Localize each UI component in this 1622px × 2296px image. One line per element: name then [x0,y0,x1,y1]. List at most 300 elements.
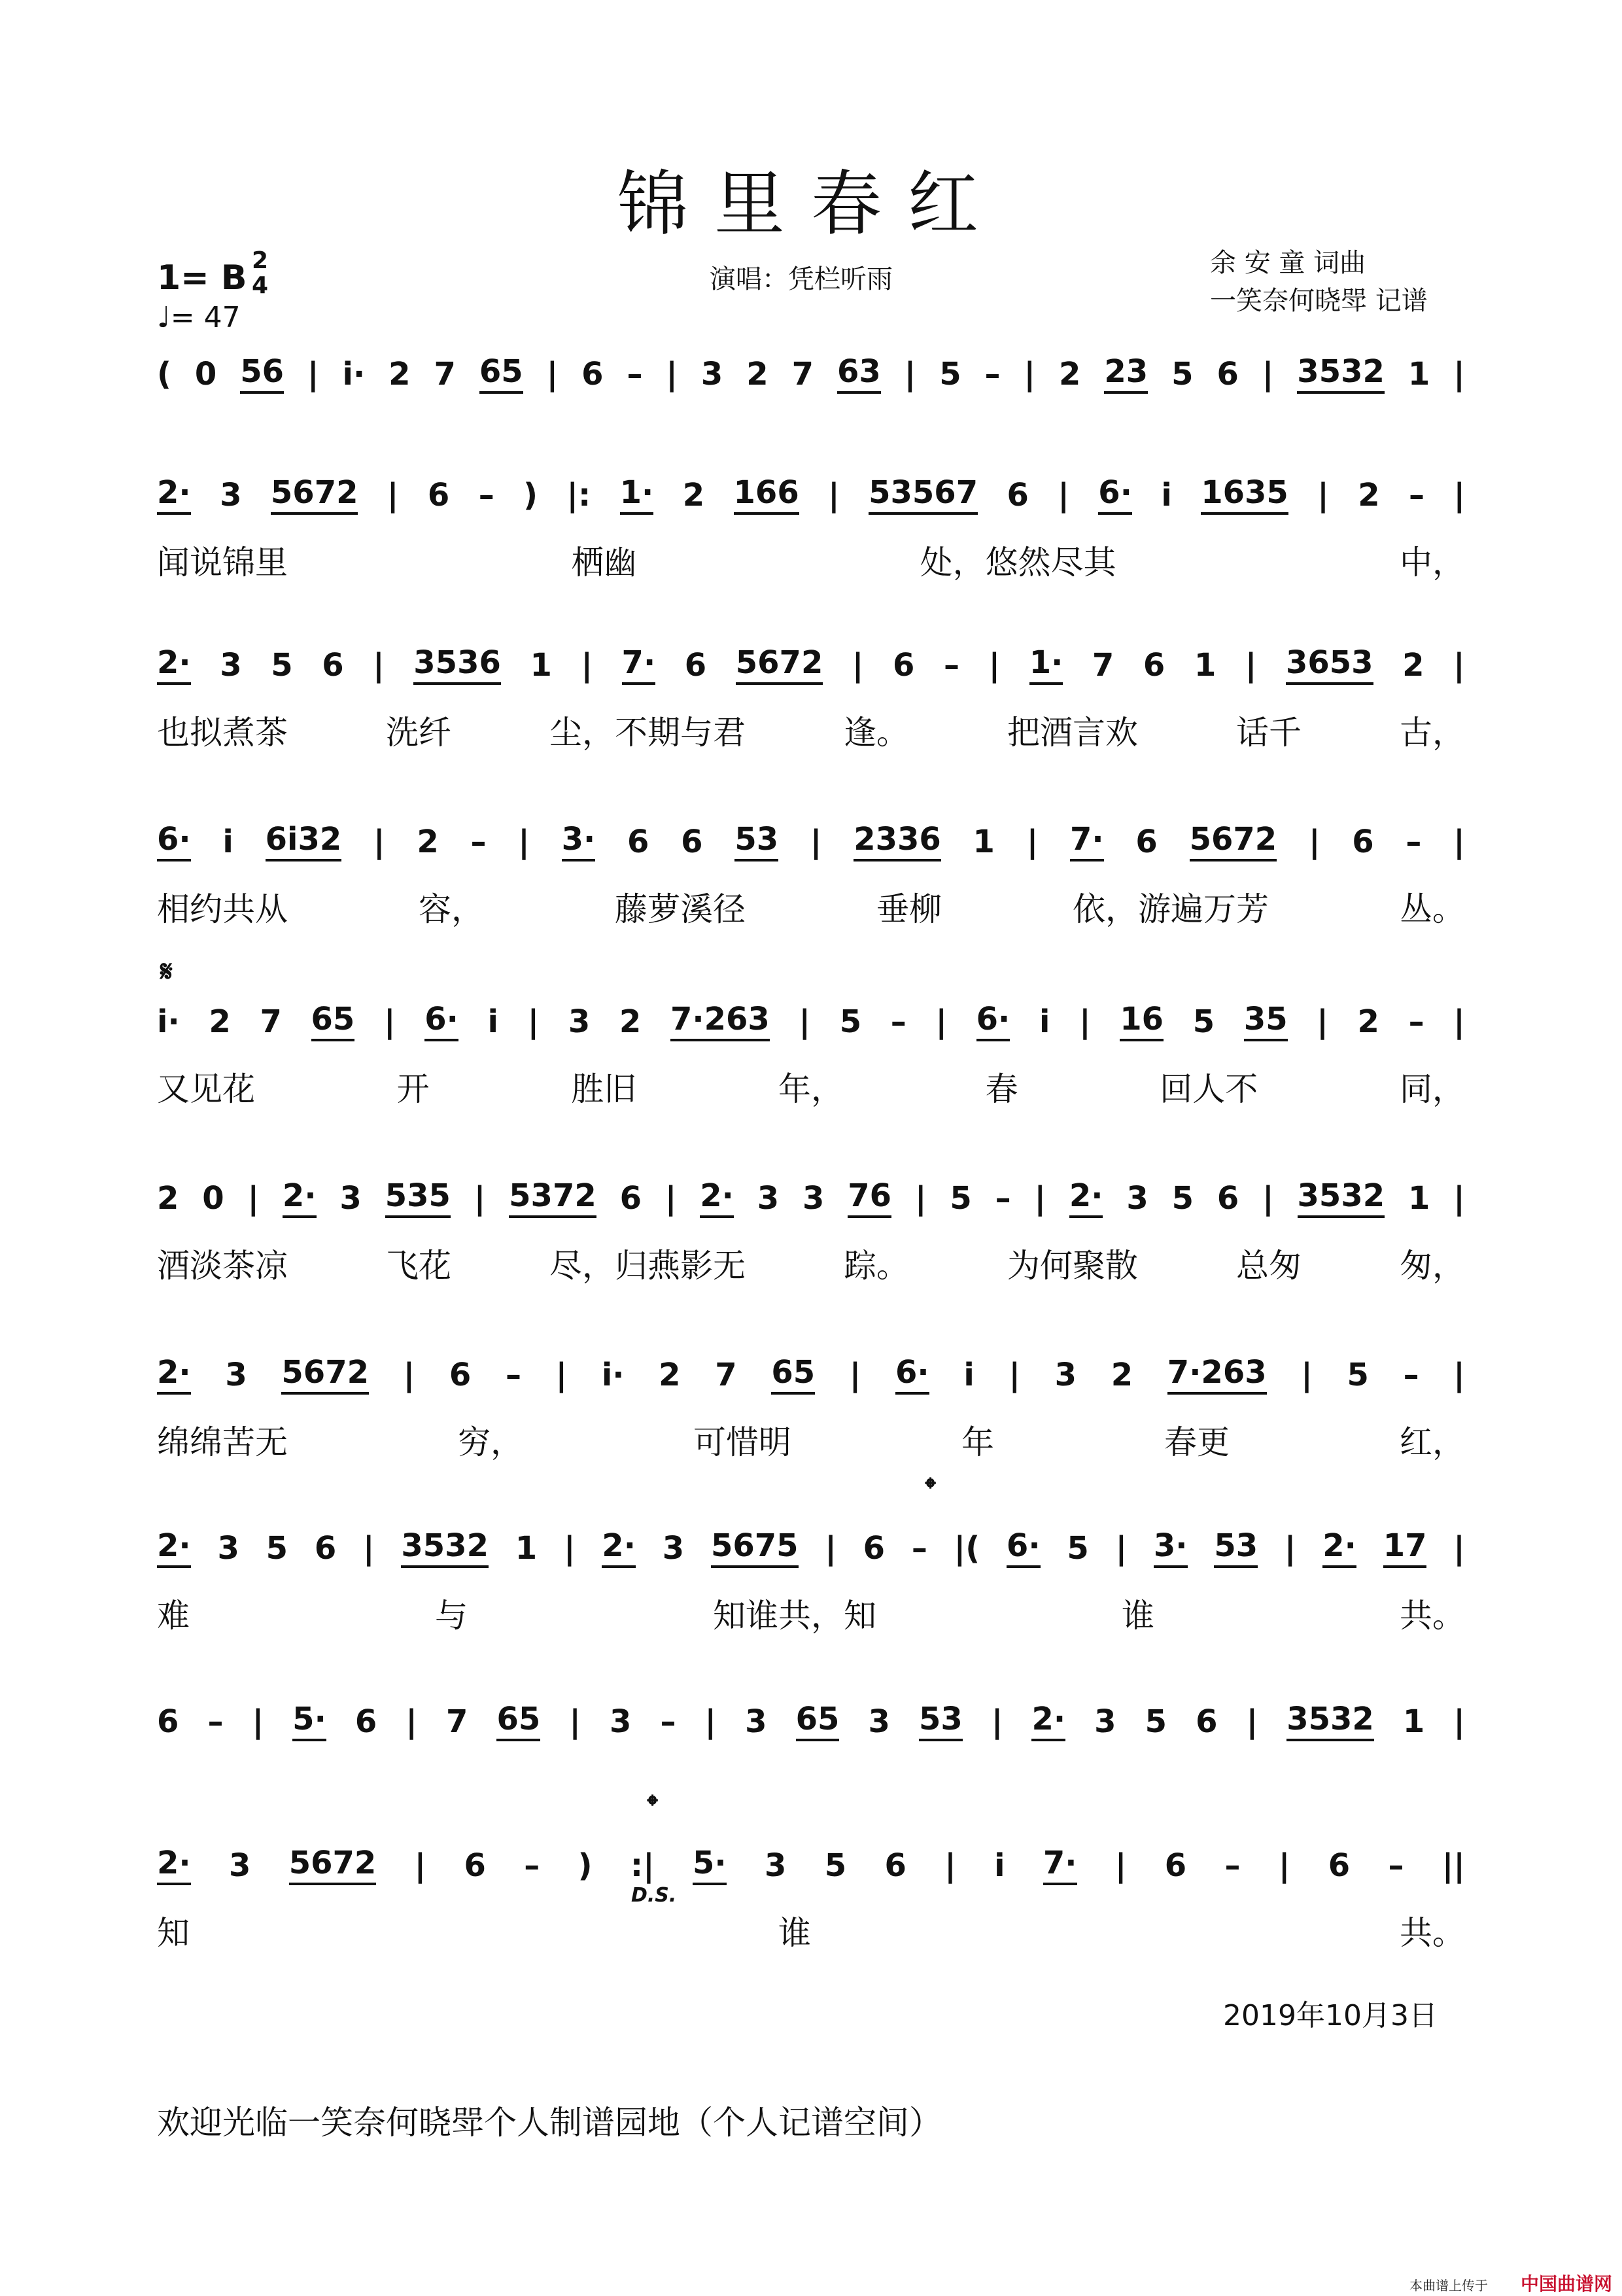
lyric-word: 相约共从 [157,890,288,928]
note-group: 2 [417,824,439,860]
note-group: 6 [1216,1180,1239,1217]
barline: | [474,1180,486,1217]
note-group: 1 [530,647,552,684]
note-group: 3 [339,1180,362,1217]
barline: | [1058,477,1069,513]
note-group: 53 [1214,1527,1258,1568]
barline: | [1453,824,1465,860]
note-group: – [995,1180,1011,1217]
note-group: 5· [693,1845,727,1885]
barline: | [383,1003,396,1040]
note-group: 2· [157,1354,191,1395]
barline: | [1079,1003,1091,1040]
lyrics-line [157,1907,1465,1954]
note-group: 53567 [869,474,978,515]
note-group: 5 [1171,1180,1194,1217]
note-group: 2 [746,356,768,392]
lyrics-line [157,1590,1465,1637]
barline: | [1317,477,1329,513]
note-group: 1· [1029,644,1063,685]
barline: | [403,1357,415,1393]
note-group: 535 [385,1177,451,1218]
note-group: 3 [228,1847,251,1884]
barline: | [1453,356,1465,392]
note-group: – [944,647,960,684]
note-group: 5372 [509,1177,596,1218]
barline: | [387,477,399,513]
note-group: 0 [202,1180,224,1217]
note-group: 1· [620,474,654,515]
note-group: 2· [1322,1527,1356,1568]
barline: | [1453,1530,1465,1567]
note-group: – [1403,1357,1419,1393]
note-group: 6 [1007,477,1029,513]
barline: | [849,1357,861,1393]
note-group: 6i32 [266,821,342,861]
barline: | [1009,1357,1020,1393]
note-group: 3532 [1297,353,1385,394]
note-group: 7·263 [1167,1354,1267,1395]
lyric-word: 春更 [1164,1423,1230,1461]
note-group: 2· [1069,1177,1103,1218]
barline: | [1308,824,1320,860]
note-group: 6 [1352,824,1374,860]
lyric-word: 把酒言欢 [1007,714,1138,752]
notator-credit: 一笑奈何晓斝 记谱 [1210,286,1428,316]
barline: || [1441,1847,1465,1884]
barline: | [307,356,319,392]
barline: | [988,647,1001,684]
note-group: 6· [1007,1527,1041,1568]
note-group: 3 [217,1530,239,1567]
note-group: 6 [627,824,649,860]
notation-line [157,1527,1465,1568]
note-group: 6 [322,647,344,684]
note-group: 5672 [281,1354,369,1395]
note-group: 3653 [1286,644,1373,685]
note-group: – [911,1530,927,1567]
note-group: 3 [757,1180,780,1217]
note-group: 7 [434,356,456,392]
note-group: – [627,356,643,392]
barline: | [363,1530,375,1567]
barline: | [252,1703,264,1740]
note-group: 5· [292,1701,326,1741]
note-group: 65 [496,1701,540,1741]
note-group: 2· [157,1527,191,1568]
note-group: 6 [314,1530,337,1567]
lyric-word: 谁 [1122,1597,1154,1635]
note-group: i [1161,477,1172,513]
barline: | [1246,1703,1258,1740]
note-group: – [984,356,1001,392]
lyric-word: 栖幽 [571,544,637,582]
note-group: 2· [602,1527,636,1568]
barline: | [935,1003,947,1040]
page-title: 锦里春红 [617,164,1005,245]
note-group: 2· [157,1845,191,1885]
lyric-word: 古， [1400,714,1465,752]
note-group: 7· [1043,1845,1077,1885]
lyric-word: 匆， [1400,1247,1465,1285]
note-group: 35 [1244,1001,1288,1041]
barline: | [704,1703,717,1740]
lyric-word: 春 [985,1070,1018,1108]
note-group: ( [157,356,171,392]
note-group: i· [157,1003,180,1040]
note-group: 65 [311,1001,355,1041]
barline: | [1453,1180,1465,1217]
note-group: 2· [157,644,191,685]
note-group: 7 [715,1357,737,1393]
barline: | [1453,647,1465,684]
lyric-word: 洗纤 [386,714,451,752]
lyric-word: 丛。 [1400,890,1465,928]
barline: | [373,647,385,684]
lyrics-line [157,706,1465,754]
note-group: 6· [1098,474,1132,515]
lyric-word: 尘，不期与君 [549,714,746,752]
note-group: – [660,1703,676,1740]
note-group: 1 [1194,647,1216,684]
lyrics-line [157,1063,1465,1110]
note-group: 3532 [1298,1177,1385,1218]
barline: | [247,1180,260,1217]
note-group: – [890,1003,906,1040]
note-group: 65 [796,1701,840,1741]
lyric-word: 红， [1400,1423,1465,1461]
note-group: 3532 [1286,1701,1374,1741]
note-group: 5 [950,1180,972,1217]
note-group: 5 [1171,356,1194,392]
barline: | [1453,477,1465,513]
note-group: 2· [700,1177,734,1218]
barline: | [1245,647,1257,684]
barline: | [828,477,840,513]
date-stamp: 2019年10月3日 [1223,1999,1438,2032]
notation-line [157,1177,1465,1218]
notation-line [157,474,1465,515]
note-group: – [505,1357,521,1393]
note-group: 23 [1104,353,1148,394]
note-group: 3 [220,477,242,513]
note-group: 1 [1402,1703,1425,1740]
lyric-word: 年 [961,1423,994,1461]
note-group: |( [954,1530,980,1567]
note-group: i [994,1847,1005,1884]
note-group: 5672 [289,1845,377,1885]
note-group: 5 [266,1530,288,1567]
lyric-word: 知 [157,1914,190,1952]
lyric-word: 与 [435,1597,468,1635]
barline: | [852,647,864,684]
note-group: 3 [662,1530,685,1567]
key-signature: 1= B [157,258,247,298]
note-group: 2 [619,1003,642,1040]
note-group: 6 [619,1180,642,1217]
note-group: 3 [868,1703,890,1740]
note-group: 3· [562,821,596,861]
coda-sign: 𝄌 [925,1472,936,1505]
note-group: 6 [464,1847,486,1884]
singer-credit: 演唱：凭栏听雨 [710,264,893,294]
note-group: 6· [157,821,191,861]
barline: | [555,1357,568,1393]
note-group: – [1409,477,1425,513]
time-signature [252,249,268,298]
note-group: 7· [1070,821,1104,861]
lyric-word: 开 [396,1070,430,1108]
note-group: 6· [976,1001,1010,1041]
lyrics-line [157,883,1465,930]
note-group: 6 [581,356,604,392]
lyric-word: 酒淡茶凉 [157,1247,288,1285]
notation-line [157,1354,1465,1395]
note-group: 1635 [1201,474,1288,515]
note-group: 3 [745,1703,767,1740]
barline: | [581,647,593,684]
barline: | [414,1847,426,1884]
note-group: 6· [424,1001,458,1041]
lyric-word: 垂柳 [876,890,942,928]
notation-line [157,1845,1465,1885]
note-group: 5 [1067,1530,1089,1567]
note-group: 7 [260,1003,282,1040]
lyrics-line [157,536,1465,583]
barline: | [666,356,678,392]
barline: |: [566,477,591,513]
note-group: 2· [157,474,191,515]
note-group: 2· [1031,1701,1065,1741]
barline: | [1262,356,1274,392]
barline: | [527,1003,540,1040]
barline: | [563,1530,576,1567]
note-group: – [1408,1003,1424,1040]
note-group: 6· [895,1354,929,1395]
note-group: 6 [1164,1847,1187,1884]
note-group: ) [523,477,538,513]
note-group: 3 [568,1003,591,1040]
lyric-word: 为何聚散 [1007,1247,1138,1285]
note-group: – [1388,1847,1404,1884]
note-group: 3 [220,647,242,684]
barline: | [1317,1003,1328,1040]
note-group: 3 [225,1357,247,1393]
note-group: 5 [939,356,961,392]
barline: | [944,1847,956,1884]
note-group: i [222,824,233,860]
note-group: 53 [919,1701,963,1741]
barline: | [1453,1003,1465,1040]
note-group: 17 [1383,1527,1427,1568]
note-group: 7 [445,1703,468,1740]
coda-sign: 𝄌 [647,1789,658,1822]
lyric-word: 可惜明 [693,1423,791,1461]
note-group: 5 [824,1847,847,1884]
barline: | [825,1530,837,1567]
barline: | [1301,1357,1313,1393]
tempo-marking: ♩= 47 [157,301,241,334]
note-group: i· [342,356,366,392]
note-group: i· [601,1357,625,1393]
composer-credit: 余 安 童 词曲 [1210,248,1366,278]
note-group: – [470,824,487,860]
note-group: 2 [1402,647,1424,684]
note-group: 3 [1094,1703,1116,1740]
lyric-word: 也拟煮茶 [157,714,288,752]
barline: | [810,824,822,860]
lyric-word: 同， [1399,1070,1465,1108]
note-group: – [524,1847,540,1884]
note-group: 166 [734,474,799,515]
lyric-word: 容， [419,890,484,928]
note-group: 3 [802,1180,825,1217]
note-group: 7·263 [670,1001,770,1041]
lyric-word: 闻说锦里 [157,544,288,582]
barline: | [1278,1847,1290,1884]
note-group: 56 [240,353,284,394]
barline: | [1026,824,1039,860]
lyric-word: 胜旧 [571,1070,637,1108]
lyric-word: 回人不 [1160,1070,1258,1108]
notation-line [157,1001,1465,1041]
lyric-word: 藤萝溪径 [615,890,746,928]
note-group: 1 [973,824,995,860]
note-group: 0 [194,356,217,392]
barline: | [1034,1180,1046,1217]
note-group: 3 [609,1703,632,1740]
barline: | [991,1703,1003,1740]
note-group: 2· [283,1177,317,1218]
note-group: 6 [1143,647,1165,684]
note-group: 2 [157,1180,179,1217]
note-group: – [478,477,494,513]
lyric-word: 又见花 [157,1070,255,1108]
notation-line [157,821,1465,861]
note-group: 2 [1357,1003,1379,1040]
barline: | [914,1180,927,1217]
lyric-word: 踪。 [844,1247,909,1285]
note-group: 3 [1126,1180,1148,1217]
note-group: 6 [157,1703,179,1740]
note-group: 76 [848,1177,891,1218]
lyric-word: 知谁共，知 [713,1597,876,1635]
barline: | [406,1703,417,1740]
note-group: 2 [659,1357,681,1393]
barline: | [518,824,530,860]
note-group: 1 [1407,356,1430,392]
note-group: 3 [764,1847,787,1884]
lyric-word: 共。 [1400,1597,1465,1635]
lyric-word: 处，悠然尽其 [920,544,1116,582]
note-group: 2 [1358,477,1380,513]
lyrics-line [157,1240,1465,1287]
note-group: 5 [271,647,293,684]
note-group: 5672 [271,474,358,515]
barline: :| [630,1847,655,1884]
note-group: 5672 [736,644,823,685]
note-group: 6 [1216,356,1239,392]
note-group: 65 [479,353,523,394]
note-group: 1 [515,1530,538,1567]
note-group: i [1039,1003,1050,1040]
note-group: 2336 [854,821,941,861]
note-group: 5672 [1190,821,1277,861]
barline: | [1453,1703,1465,1740]
note-group: 6 [893,647,915,684]
note-group: 63 [837,353,881,394]
note-group: 3536 [413,644,501,685]
segno-sign: 𝄋 [160,955,173,988]
lyric-word: 绵绵苦无 [157,1423,288,1461]
note-group: 53 [734,821,778,861]
lyric-word: 中， [1399,544,1465,582]
barline: | [904,356,916,392]
note-group: 2 [388,356,411,392]
note-group: 6 [684,647,707,684]
lyrics-line [157,1416,1465,1463]
notation-line [157,353,1465,394]
note-group: 5675 [711,1527,799,1568]
note-group: 3 [1054,1357,1077,1393]
barline: | [799,1003,811,1040]
note-group: 3· [1154,1527,1188,1568]
note-group: – [1406,824,1422,860]
dal-segno-mark: D.S. [631,1884,677,1907]
note-group: 1 [1407,1180,1430,1217]
barline: | [1114,1847,1127,1884]
note-group: ) [578,1847,593,1884]
note-group: 6 [1196,1703,1218,1740]
barline: | [1453,1357,1465,1393]
lyric-word: 飞花 [386,1247,451,1285]
note-group: 6 [1135,824,1158,860]
barline: | [1262,1180,1274,1217]
note-group: 5 [1347,1357,1369,1393]
barline: | [569,1703,581,1740]
note-group: 16 [1120,1001,1164,1041]
welcome-text: 欢迎光临一笑奈何晓斝个人制谱园地（个人记谱空间） [157,2104,942,2142]
note-group: 3532 [401,1527,489,1568]
notation-line [157,644,1465,685]
note-group: 6 [427,477,450,513]
note-group: 5 [839,1003,862,1040]
lyric-word: 话千 [1236,714,1302,752]
notation-line [157,1701,1465,1741]
note-group: 6 [354,1703,377,1740]
note-group: 6 [449,1357,472,1393]
note-group: 6 [681,824,703,860]
note-group: 6 [884,1847,906,1884]
lyric-word: 难 [157,1597,190,1635]
note-group: 6 [863,1530,886,1567]
lyric-word: 尽，归燕影无 [549,1247,746,1285]
lyric-word: 总匆 [1236,1247,1302,1285]
lyric-word: 谁 [778,1914,811,1952]
barline: | [1284,1530,1296,1567]
barline: | [373,824,385,860]
note-group: 7· [622,644,656,685]
note-group: i [963,1357,975,1393]
barline: | [546,356,559,392]
note-group: 5 [1145,1703,1167,1740]
note-group: 2 [1111,1357,1133,1393]
lyric-word: 逢。 [844,714,909,752]
note-group: 2 [209,1003,231,1040]
barline: | [1115,1530,1128,1567]
lyric-word: 共。 [1400,1914,1465,1952]
lyric-word: 依，游遍万芳 [1073,890,1269,928]
